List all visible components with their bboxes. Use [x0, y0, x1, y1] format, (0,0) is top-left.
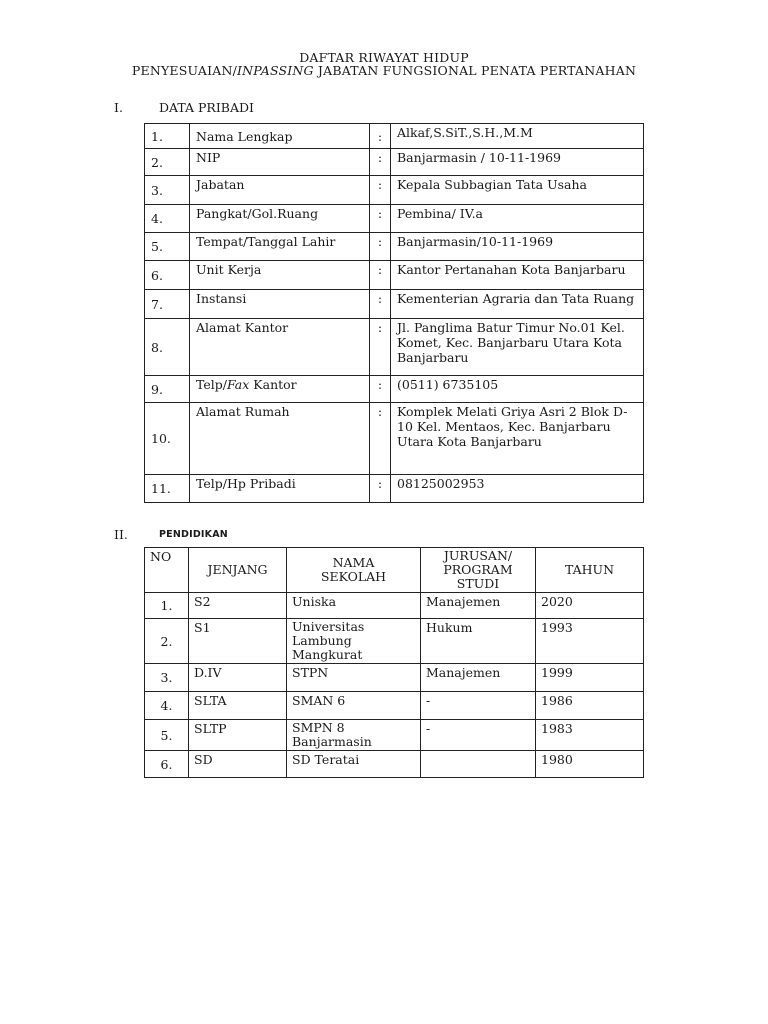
table-row: [145, 619, 644, 664]
school-name: Universitas Lambung Mangkurat: [287, 619, 421, 664]
row-number: 8.: [145, 319, 190, 376]
education-level: SD: [189, 751, 287, 778]
education-level: SLTP: [189, 720, 287, 751]
section-2-number: II.: [114, 527, 128, 542]
field-label: Nama Lengkap: [190, 124, 370, 149]
row-number: 2.: [145, 619, 189, 664]
table-row: [145, 751, 644, 778]
table-row: [145, 124, 644, 149]
school-name: STPN: [287, 664, 421, 692]
label-prefix: Telp/: [196, 377, 227, 392]
major: Manajemen: [421, 593, 536, 619]
year: 1980: [536, 751, 644, 778]
colon: :: [370, 403, 391, 475]
table-row: [145, 319, 644, 376]
education-level: D.IV: [189, 664, 287, 692]
field-label: Instansi: [190, 290, 370, 319]
row-number: 2.: [145, 149, 190, 176]
colon: :: [370, 290, 391, 319]
table-row: [145, 205, 644, 233]
colon: :: [370, 124, 391, 149]
major: -: [421, 720, 536, 751]
field-label: Telp/Hp Pribadi: [190, 475, 370, 503]
table-row: [145, 290, 644, 319]
row-number: 4.: [145, 205, 190, 233]
table-row: [145, 376, 644, 403]
personal-data-table: [144, 123, 644, 503]
document-title: DAFTAR RIWAYAT HIDUP: [299, 50, 469, 65]
field-value: Kementerian Agraria dan Tata Ruang: [391, 290, 644, 319]
colon: :: [370, 475, 391, 503]
table-row: [145, 664, 644, 692]
field-label: Pangkat/Gol.Ruang: [190, 205, 370, 233]
colon: :: [370, 205, 391, 233]
field-value: 08125002953: [391, 475, 644, 503]
education-level: S2: [189, 593, 287, 619]
school-name: SMAN 6: [287, 692, 421, 720]
field-label: [190, 376, 370, 403]
section-2-title: PENDIDIKAN: [159, 529, 228, 540]
major: [421, 751, 536, 778]
colon: :: [370, 233, 391, 261]
header-major: JURUSAN/ PROGRAM STUDI: [421, 548, 536, 593]
year: 1999: [536, 664, 644, 692]
year: 1993: [536, 619, 644, 664]
field-label: NIP: [190, 149, 370, 176]
row-number: 1.: [145, 593, 189, 619]
field-value: Alkaf,S.SiT.,S.H.,M.M: [391, 124, 644, 149]
row-number: 5.: [145, 233, 190, 261]
section-1-number: I.: [114, 100, 123, 115]
subtitle-italic: INPASSING: [237, 63, 314, 78]
field-value: Pembina/ IV.a: [391, 205, 644, 233]
field-value: Banjarmasin / 10-11-1969: [391, 149, 644, 176]
row-number: 4.: [145, 692, 189, 720]
table-row: [145, 720, 644, 751]
row-number: 11.: [145, 475, 190, 503]
header-year: TAHUN: [536, 548, 644, 593]
colon: :: [370, 149, 391, 176]
row-number: 6.: [145, 261, 190, 290]
table-row: [145, 403, 644, 475]
education-level: S1: [189, 619, 287, 664]
field-label: Unit Kerja: [190, 261, 370, 290]
label-suffix: Kantor: [249, 377, 297, 392]
table-row: [145, 176, 644, 205]
row-number: 6.: [145, 751, 189, 778]
row-number: 3.: [145, 664, 189, 692]
row-number: 10.: [145, 403, 190, 475]
education-level: SLTA: [189, 692, 287, 720]
section-1-title: DATA PRIBADI: [159, 100, 254, 115]
colon: :: [370, 319, 391, 376]
field-value: Komplek Melati Griya Asri 2 Blok D-10 Kel. Mentaos, Kec. Banjarbaru Utara Kota Banjarbaru: [391, 403, 644, 475]
table-row: [145, 233, 644, 261]
header-school: NAMA SEKOLAH: [287, 548, 421, 593]
year: 1983: [536, 720, 644, 751]
document-subtitle: [0, 63, 768, 78]
field-value: Kantor Pertanahan Kota Banjarbaru: [391, 261, 644, 290]
table-row: [145, 593, 644, 619]
row-number: 5.: [145, 720, 189, 751]
school-name: Uniska: [287, 593, 421, 619]
field-label: Alamat Kantor: [190, 319, 370, 376]
row-number: 3.: [145, 176, 190, 205]
row-number: 9.: [145, 376, 190, 403]
field-value: (0511) 6735105: [391, 376, 644, 403]
table-row: [145, 261, 644, 290]
colon: :: [370, 261, 391, 290]
year: 1986: [536, 692, 644, 720]
major: -: [421, 692, 536, 720]
header-no: NO: [145, 548, 189, 593]
colon: :: [370, 376, 391, 403]
field-label: Tempat/Tanggal Lahir: [190, 233, 370, 261]
row-number: 1.: [145, 124, 190, 149]
major: Hukum: [421, 619, 536, 664]
field-label: Jabatan: [190, 176, 370, 205]
school-name: SD Teratai: [287, 751, 421, 778]
field-value: Banjarmasin/10-11-1969: [391, 233, 644, 261]
table-row: [145, 692, 644, 720]
colon: :: [370, 176, 391, 205]
row-number: 7.: [145, 290, 190, 319]
year: 2020: [536, 593, 644, 619]
label-italic: Fax: [226, 377, 250, 392]
subtitle-prefix: PENYESUAIAN/: [131, 63, 237, 78]
subtitle-suffix: JABATAN FUNGSIONAL PENATA PERTANAHAN: [313, 63, 637, 78]
table-row: [145, 475, 644, 503]
field-value: Jl. Panglima Batur Timur No.01 Kel. Komet, Kec. Banjarbaru Utara Kota Banjarbaru: [391, 319, 644, 376]
field-label: Alamat Rumah: [190, 403, 370, 475]
table-row: [145, 149, 644, 176]
header-level: JENJANG: [189, 548, 287, 593]
education-table: [144, 547, 644, 778]
table-header-row: [145, 548, 644, 593]
school-name: SMPN 8 Banjarmasin: [287, 720, 421, 751]
major: Manajemen: [421, 664, 536, 692]
field-value: Kepala Subbagian Tata Usaha: [391, 176, 644, 205]
